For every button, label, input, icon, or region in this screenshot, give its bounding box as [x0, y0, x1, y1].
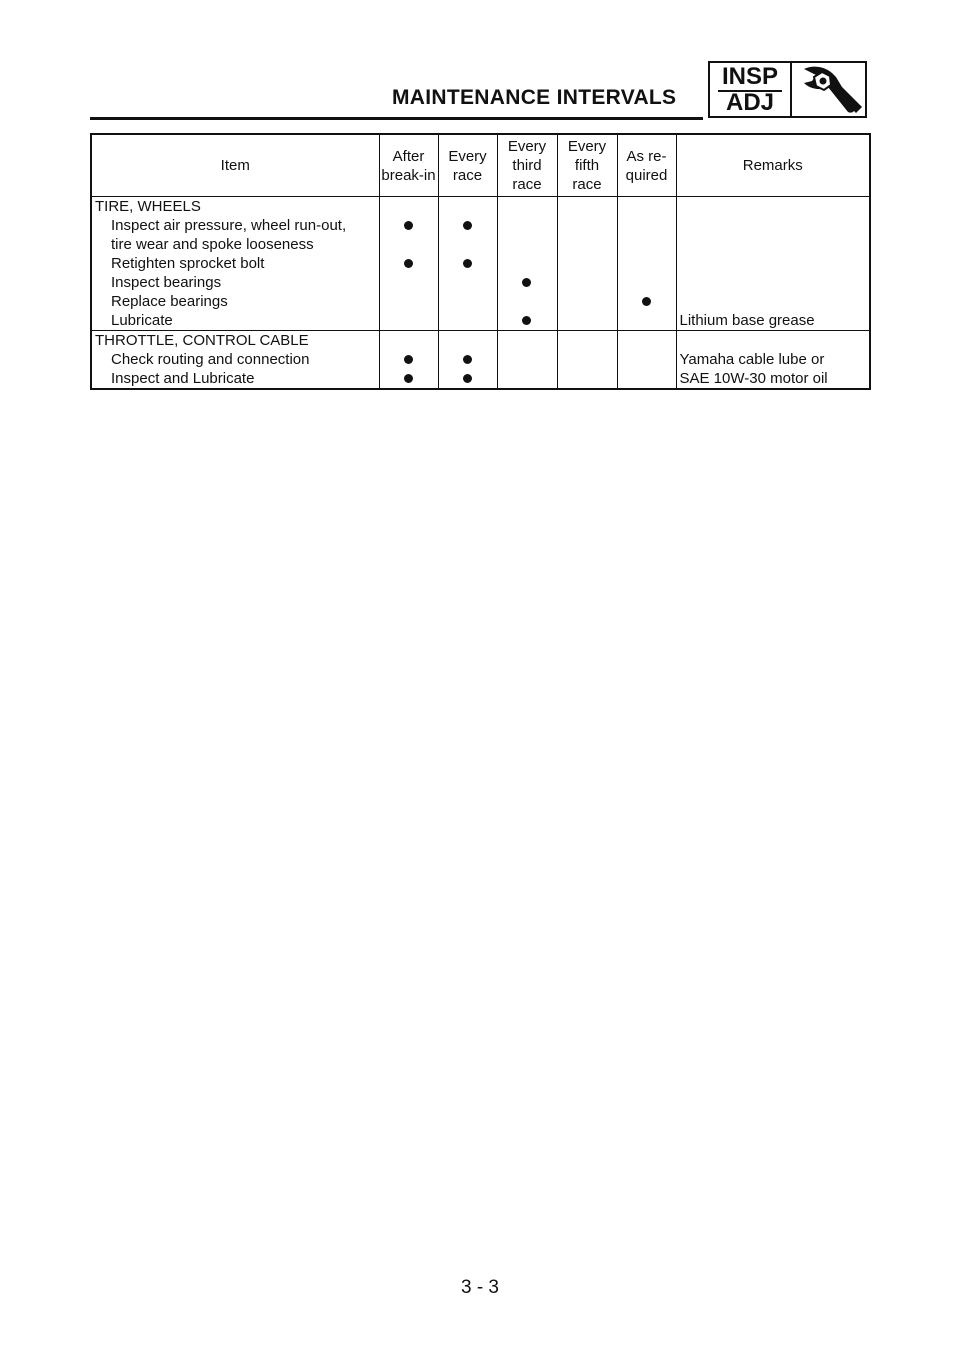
remarks-line: SAE 10W-30 motor oil	[679, 370, 828, 387]
interval-dot	[404, 374, 413, 383]
item-cell	[91, 197, 379, 331]
maintenance-table	[90, 133, 871, 390]
interval-dot	[522, 278, 531, 287]
remarks-line: Yamaha cable lube or	[679, 351, 825, 368]
remarks-line: Lithium base grease	[679, 312, 815, 329]
col-header-every-third-race: Every third race	[497, 134, 557, 197]
every-third-race-cell	[497, 197, 557, 331]
item-line: Lubricate	[111, 312, 173, 329]
interval-dot	[404, 221, 413, 230]
table-row-throttle-cable	[91, 331, 870, 390]
col-header-remarks: Remarks	[676, 134, 870, 197]
interval-dot	[642, 297, 651, 306]
col-header-every-race: Every race	[438, 134, 497, 197]
every-third-race-cell	[497, 331, 557, 390]
remarks-cell	[676, 197, 870, 331]
wrench-nut-icon	[792, 63, 865, 116]
remarks-line	[680, 254, 867, 273]
item-cell	[91, 331, 379, 390]
remarks-line	[680, 216, 867, 235]
group-title: TIRE, WHEELS	[95, 198, 201, 215]
page-title: MAINTENANCE INTERVALS	[392, 86, 677, 109]
remarks-cell	[676, 331, 870, 390]
item-line: Inspect and Lubricate	[111, 370, 255, 387]
table-row-tire-wheels	[91, 197, 870, 331]
as-required-cell	[617, 197, 676, 331]
interval-dot	[463, 355, 472, 364]
item-line: Inspect air pressure, wheel run-out,	[111, 217, 347, 234]
interval-dot	[404, 259, 413, 268]
group-title: THROTTLE, CONTROL CABLE	[95, 332, 309, 349]
table-header-row	[91, 134, 870, 197]
badge-insp-label: INSP	[721, 63, 778, 90]
after-break-in-cell	[379, 331, 438, 390]
col-header-item: Item	[91, 134, 379, 197]
insp-adj-badge	[708, 61, 867, 118]
badge-text-box	[710, 63, 792, 116]
interval-dot	[463, 259, 472, 268]
page-number: 3 - 3	[460, 1277, 500, 1298]
interval-dot	[404, 355, 413, 364]
every-race-cell	[438, 331, 497, 390]
every-fifth-race-cell	[557, 331, 617, 390]
interval-dot	[522, 316, 531, 325]
after-break-in-cell	[379, 197, 438, 331]
remarks-line	[680, 235, 867, 254]
item-line: Retighten sprocket bolt	[111, 255, 265, 272]
as-required-cell	[617, 331, 676, 390]
col-header-as-required: As re- quired	[617, 134, 676, 197]
item-line: tire wear and spoke looseness	[111, 236, 314, 253]
every-race-cell	[438, 197, 497, 331]
col-header-every-fifth-race: Every fifth race	[557, 134, 617, 197]
item-line: Inspect bearings	[111, 274, 222, 291]
title-rule	[90, 117, 703, 120]
every-fifth-race-cell	[557, 197, 617, 331]
interval-dot	[463, 221, 472, 230]
remarks-line	[680, 273, 867, 292]
interval-dot	[463, 374, 472, 383]
col-header-after-break-in: After break-in	[379, 134, 438, 197]
item-line: Check routing and connection	[111, 351, 310, 368]
badge-adj-label: ADJ	[725, 89, 774, 116]
remarks-line	[680, 292, 867, 311]
item-line: Replace bearings	[111, 293, 228, 310]
